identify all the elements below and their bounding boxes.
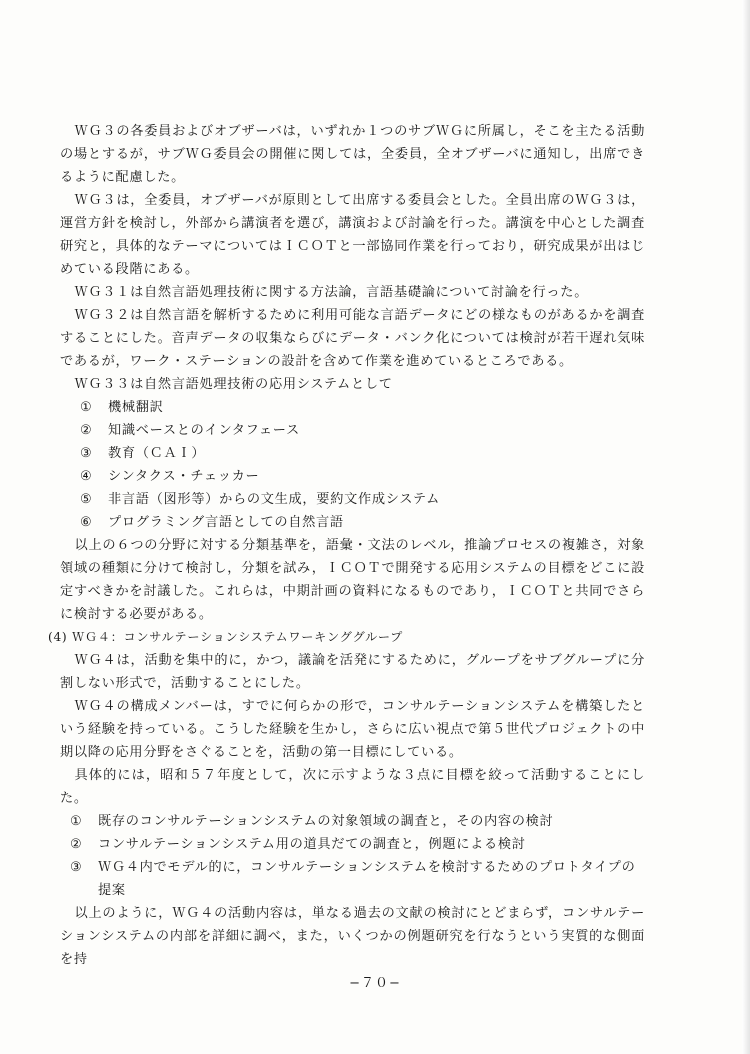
page-number: −７０−: [349, 976, 401, 991]
paragraph-wg4-summary: 以上のように，ＷＧ４の活動内容は，単なる過去の文献の検討にとどまらず，コンサルテーションシステムの内部を詳細に調べ，また，いくつかの例題研究を行なうという実質的な側面を持: [60, 906, 645, 967]
paragraph-wg4-goals: 具体的には，昭和５７年度として，次に示すような３点に目標を絞って活動することにした。: [60, 768, 645, 806]
list-marker: ②: [80, 423, 93, 438]
list-item: [60, 442, 645, 465]
list-item: [60, 833, 645, 856]
list-item-text: 非言語（図形等）からの文生成，要約文作成システム: [108, 492, 440, 507]
body-text: [48, 120, 645, 971]
list-marker: ③: [80, 446, 93, 461]
paragraph-wg31: ＷＧ３１は自然言語処理技術に関する方法論，言語基礎論について討論を行った。: [74, 285, 589, 300]
list-item: [60, 810, 645, 833]
paragraph-wg3-committee: ＷＧ３は，全委員，オブザーバが原則として出席する委員会とした。全員出席のＷＧ３は，運営方針を検討し，外部から講演者を選び，講演および討論を行った。講演を中心とした調査研究と，具体的なテーマについてはＩＣＯＴと一部協同作業を行っており，研究成果が出はじめている段階にある。: [60, 193, 645, 277]
list-item: [60, 488, 645, 511]
list-item-text: 知識ベースとのインタフェース: [108, 423, 300, 438]
target-list: [60, 810, 645, 902]
list-marker: ①: [70, 814, 83, 829]
paragraph-wg33: ＷＧ３３は自然言語処理技術の応用システムとして: [74, 377, 393, 392]
paragraph-classification: 以上の６つの分野に対する分類基準を，語彙・文法のレベル，推論プロセスの複雑さ，対象領域の種類に分けて検討し，分類を試み，ＩＣＯＴで開発する応用システムの目標をどこに設定すべきかを討議した。これらは，中期計画の資料になるものであり，ＩＣＯＴと共同でさらに検討する必要がある。: [60, 538, 645, 622]
list-item: [60, 856, 645, 902]
list-marker: ③: [70, 860, 83, 875]
paragraph-wg32: ＷＧ３２は自然言語を解析するために利用可能な言語データにどの様なものがあるかを調査することにした。音声データの収集ならびにデータ・バンク化については検討が若干遅れ気味であるが，ワーク・ステーションの設計を含めて作業を進めているところである。: [60, 308, 645, 369]
paragraph-wg3-subgroups: ＷＧ３の各委員およびオブザーバは，いずれか１つのサブＷＧに所属し，そこを主たる活動の場とするが，サブＷＧ委員会の開催に関しては，全委員，全オブザーバに通知し，出席できるように配慮した。: [60, 124, 645, 185]
list-marker: ⑥: [80, 515, 93, 530]
list-item-text: 機械翻訳: [108, 400, 164, 415]
list-item-text: コンサルテーションシステム用の道具だての調査と，例題による検討: [98, 837, 526, 852]
paragraph-wg4-format: ＷＧ４は，活動を集中的に，かつ，議論を活発にするために，グループをサブグループに分割しない形式で，活動することにした。: [60, 653, 645, 691]
list-item: [60, 465, 645, 488]
list-marker: ④: [80, 469, 93, 484]
list-item-text: ＷＧ４内でモデル的に，コンサルテーションシステムを検討するためのプロトタイプの提案: [98, 860, 636, 898]
list-marker: ①: [80, 400, 93, 415]
section-heading-wg4: (4) ＷＧ４：コンサルテーションシステムワーキンググループ: [48, 630, 404, 644]
list-item-text: シンタクス・チェッカー: [108, 469, 260, 484]
list-item-text: 教育（ＣＡＩ）: [108, 446, 206, 461]
list-item-text: プログラミング言語としての自然言語: [108, 515, 344, 530]
paragraph-wg4-members: ＷＧ４の構成メンバーは，すでに何らかの形で，コンサルテーションシステムを構築したという経験を持っている。こうした経験を生かし，さらに広い視点で第５世代プロジェクトの中期以降の応用分野をさぐることを，活動の第一目標にしている。: [60, 699, 645, 760]
list-marker: ②: [70, 837, 83, 852]
list-item: [60, 396, 645, 419]
list-marker: ⑤: [80, 492, 93, 507]
list-item: [60, 511, 645, 534]
scan-edge: [742, 0, 750, 1054]
list-item: [60, 419, 645, 442]
application-list: [60, 396, 645, 534]
list-item-text: 既存のコンサルテーションシステムの対象領域の調査と，その内容の検討: [98, 814, 554, 829]
